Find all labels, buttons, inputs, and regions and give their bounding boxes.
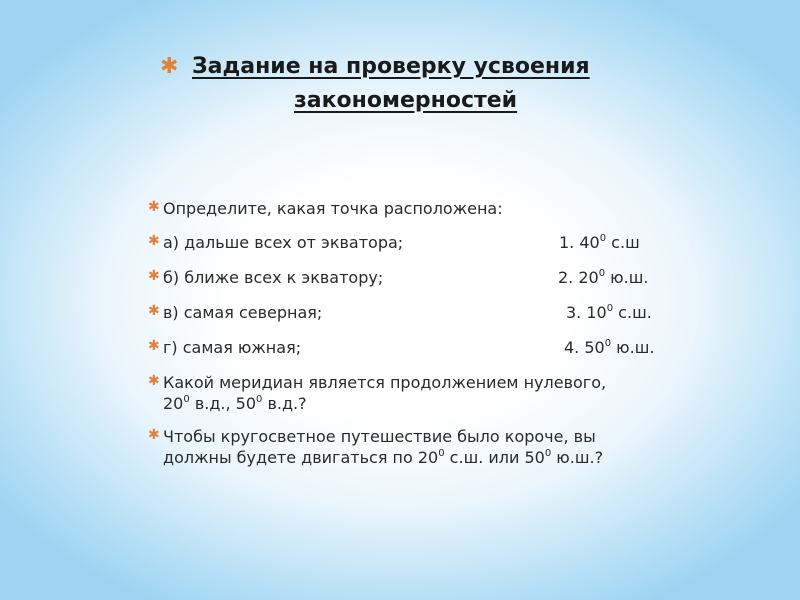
bullet-icon: ✱ — [148, 268, 160, 284]
item-text: в) самая северная; — [163, 303, 323, 322]
question-line-2: должны будете двигаться по $20^0$ с.ш. или $50^0$ ю.ш.? — [163, 447, 604, 467]
list-item — [148, 302, 708, 323]
question-line-1: Какой меридиан является продолжением нулевого, — [163, 373, 607, 392]
bullet-icon: ✱ — [148, 233, 160, 249]
bullet-icon: ✱ — [148, 199, 160, 215]
task-list — [148, 198, 708, 468]
list-item — [148, 198, 708, 219]
bullet-icon: ✱ — [148, 303, 160, 319]
answer-option: 1. $40^0$ с.ш — [559, 232, 640, 252]
bullet-icon: ✱ — [148, 373, 160, 389]
bullet-icon: ✱ — [148, 427, 160, 443]
item-text: а) дальше всех от экватора; — [163, 233, 404, 252]
item-text: Определите, какая точка расположена: — [163, 199, 503, 218]
list-item — [148, 267, 708, 288]
list-item — [148, 232, 708, 253]
title-bullet-icon: ✱ — [160, 54, 179, 79]
question-trip — [148, 426, 708, 468]
item-text: б) ближе всех к экватору; — [163, 268, 384, 287]
question-line-1: Чтобы кругосветное путешествие было короче, вы — [163, 427, 596, 446]
answer-option: 3. $10^0$ с.ш. — [566, 302, 652, 322]
question-meridian — [148, 372, 708, 414]
list-item — [148, 337, 708, 358]
answer-option: 4. $50^0$ ю.ш. — [564, 337, 655, 357]
title-line-2: закономерностей — [294, 88, 518, 113]
slide-title — [160, 50, 700, 118]
bullet-icon: ✱ — [148, 338, 160, 354]
title-line-1: Задание на проверку усвоения — [192, 54, 590, 79]
item-text: г) самая южная; — [163, 338, 302, 357]
answer-option: 2. $20^0$ ю.ш. — [558, 267, 649, 287]
question-line-2: $20^0$ в.д., $50^0$ в.д.? — [163, 393, 307, 413]
